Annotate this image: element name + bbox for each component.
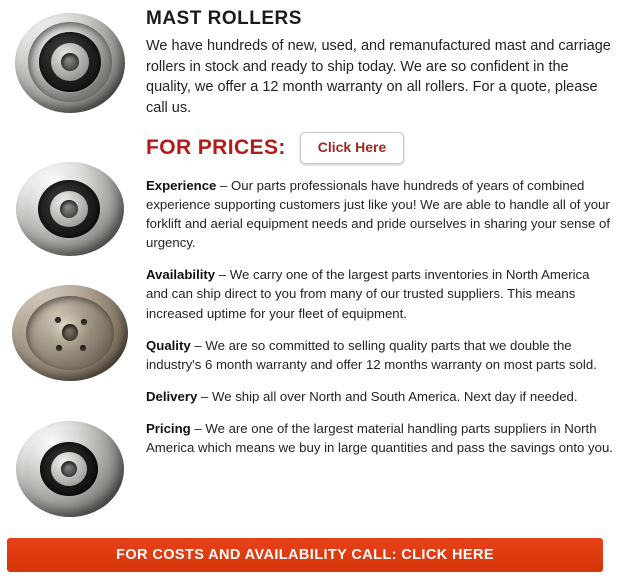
feature-pricing-label: Pricing (146, 421, 191, 437)
feature-availability (146, 265, 614, 322)
prices-row (146, 132, 614, 163)
page-title: MAST ROLLERS (146, 8, 302, 29)
feature-quality (146, 336, 614, 374)
feature-experience (146, 176, 614, 253)
intro-paragraph: We have hundreds of new, used, and remanufactured mast and carriage rollers in stock and ready to ship today. We are so confident in the quality, we offer a 12 month warranty on all rollers. For a quote, please call us. (146, 38, 611, 116)
roller-image-4 (0, 408, 140, 530)
feature-experience-label: Experience (146, 177, 217, 193)
feature-delivery (146, 387, 614, 406)
roller-image-3 (0, 272, 140, 394)
for-prices-label: FOR PRICES: (146, 136, 286, 159)
footer-call-to-action-bar[interactable] (7, 538, 603, 572)
feature-pricing (146, 419, 614, 457)
roller-image-1 (0, 2, 140, 124)
feature-delivery-text: – We ship all over North and South America. Next day if needed. (197, 388, 578, 404)
roller-image-column (0, 0, 140, 530)
footer-call-to-action-label: FOR COSTS AND AVAILABILITY CALL: CLICK HERE (116, 547, 494, 563)
feature-quality-label: Quality (146, 337, 191, 353)
content-column (146, 0, 614, 470)
feature-availability-text: – We carry one of the largest parts inventories in North America and can ship direct to you from many of our trusted suppliers. This means increased uptime for your fleet of equipment. (146, 267, 590, 321)
feature-pricing-text: – We are one of the largest material handling parts suppliers in North America which means we buy in large quantities and pass the savings onto you. (146, 421, 613, 456)
grooved-mast-roller-icon (11, 11, 129, 115)
click-here-button[interactable]: Click Here (300, 132, 404, 163)
feature-experience-text: – Our parts professionals have hundreds of years of combined experience supporting customers just like you! We are able to handle all of your forklift and aerial equipment needs and pride ourselves in sharing your sense of urgency. (146, 177, 611, 251)
roller-image-2 (0, 148, 140, 270)
chrome-mast-roller-icon (14, 419, 126, 519)
feature-quality-text: – We are so committed to selling quality parts that we double the industry's 6 month warranty and offer 12 months warranty on most parts sold. (146, 337, 597, 372)
feature-delivery-label: Delivery (146, 388, 198, 404)
used-brown-carriage-roller-icon (10, 283, 130, 383)
feature-availability-label: Availability (146, 267, 216, 283)
polished-bearing-roller-icon (14, 160, 126, 258)
